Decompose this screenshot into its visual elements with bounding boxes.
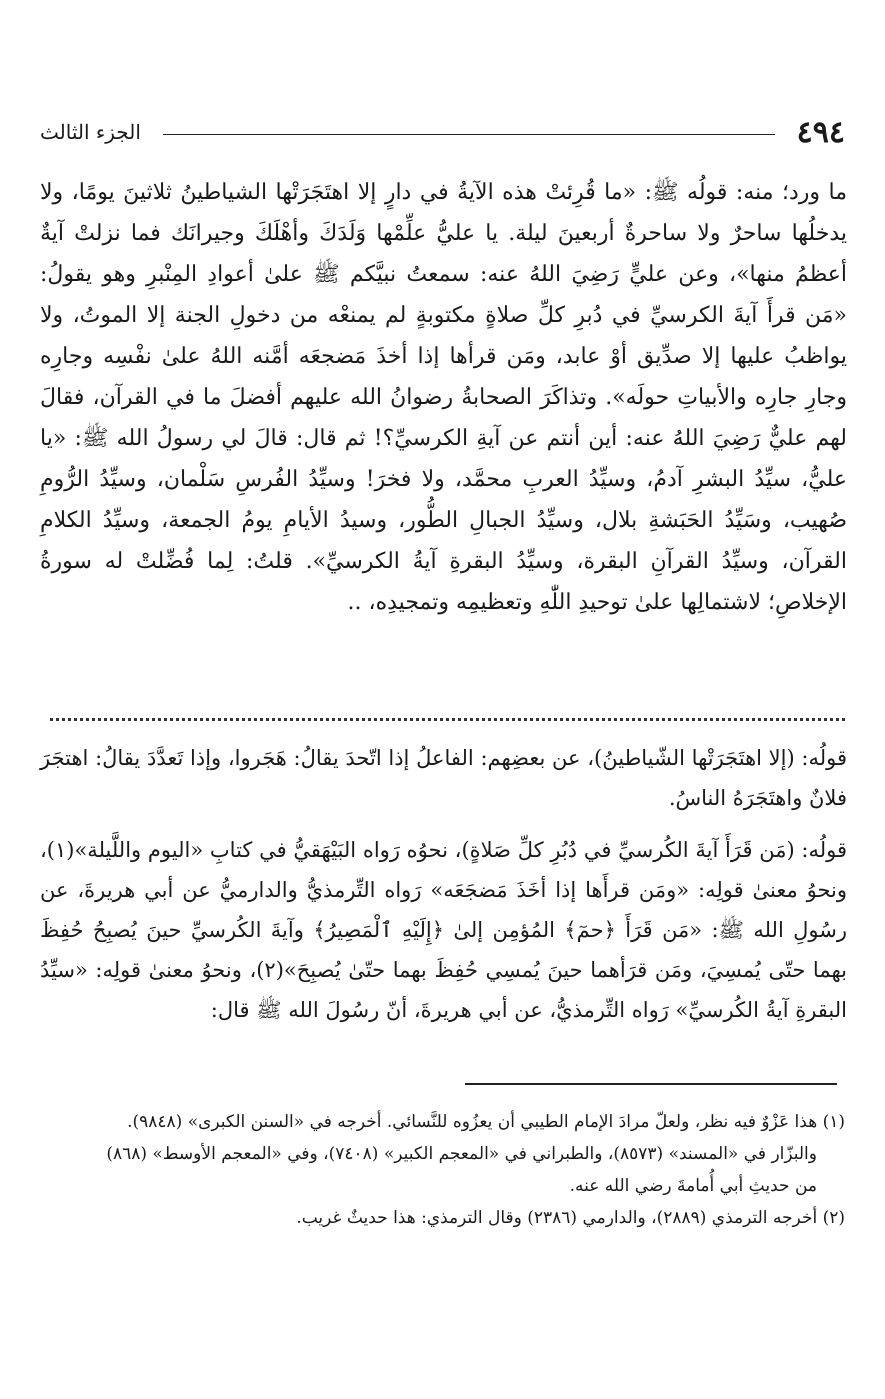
- dotted-separator: [50, 718, 845, 721]
- header-rule: [163, 134, 775, 135]
- footnote-1: (١) هذا عَزْوٌ فيه نظر، ولعلّ مرادَ الإمام الطيبي أن يعزُوه للنَّسائي. أخرجه في «السنن الكبرى» (٩٨٤٨).: [127, 1112, 845, 1132]
- footnote-rule: [465, 1083, 837, 1085]
- footnotes: [40, 1106, 845, 1234]
- running-title: الجزء الثالث: [40, 120, 141, 144]
- main-text: [40, 172, 847, 623]
- footnote-1-continuation: من حديثِ أبي أُمامةَ رضي الله عنه.: [569, 1176, 817, 1196]
- commentary-section: [40, 738, 847, 1042]
- footnote-2: (٢) أخرجه الترمذي (٢٨٨٩)، والدارمي (٢٣٨٦) وقال الترمذي: هذا حديثٌ غريب.: [296, 1208, 845, 1228]
- page-number: ٤٩٤: [796, 114, 845, 150]
- commentary-paragraph: قولُه: (مَن قَرَأَ آيةَ الكُرسيِّ في دُبُرِ كلِّ صَلاةٍ)، نحوُه رَواه البَيْهَقيُّ في كتابِ «اليوم واللَّيلة»(١)، ونحوُ معنىٰ قولِه: «ومَن قرأَها إذا أخَذَ مَضجَعَه» رَواه التِّرمذيُّ والدارميُّ عن أبي هريرةَ، عن رسُولِ الله ﷺ: «مَن قَرَأَ ﴿حمٓ﴾ المُؤمِن إلىٰ ﴿إِلَيْهِ ٱلْمَصِيرُ﴾ وآيةَ الكُرسيِّ حينَ يُصبِحُ حُفِظَ بهما حتّى يُمسِيَ، ومَن قرَأهما حينَ يُمسِي حُفِظَ بهما حتّىٰ يُصبِحَ»(٢)، ونحوُ معنىٰ قولِه: «سيِّدُ البقرةِ آيةُ الكُرسيِّ» رَواه التِّرمذيُّ، عن أبي هريرةَ، أنّ رسُولَ الله ﷺ قال:: [40, 838, 847, 1022]
- commentary-paragraph: قولُه: (إلا اهتَجَرَتْها الشّياطينُ)، عن بعضِهم: الفاعلُ إذا اتّحدَ يقالُ: هَجَروا، وإذا تَعدَّدَ يقالُ: اهتجَرَ فلانٌ واهتَجَرَهُ الناسُ.: [40, 746, 847, 810]
- page-header: [40, 112, 845, 152]
- main-paragraph: ما ورد؛ منه: قولُه ﷺ: «ما قُرِئتْ هذه الآيةُ في دارٍ إلا اهتَجَرَتْها الشياطينُ ثلاثينَ يومًا، ولا يدخلُها ساحرٌ ولا ساحرةٌ أربعينَ ليلة. يا عليُّ علِّمْها وَلَدَكَ وأهْلَكَ وجيرانَك فما نزلتْ آيةٌ أعظمُ منها»، وعن عليٍّ رَضِيَ اللهُ عنه: سمعتُ نبيَّكم ﷺ علىٰ أعوادِ المِنْبرِ وهو يقولُ: «مَن قرأَ آيةَ الكرسيِّ في دُبرِ كلِّ صلاةٍ مكتوبةٍ لم يمنعْه من دخولِ الجنة إلا الموتُ، ولا يواظبُ عليها إلا صدِّيق أوْ عابد، ومَن قرأها إذا أخذَ مَضجعَه أمَّنه اللهُ علىٰ نفْسِه وجارِه وجارِ جارِه والأبياتِ حولَه». وتذاكَرَ الصحابةُ رضوانُ الله عليهم أفضلَ ما في القرآن، فقالَ لهم عليٌّ رَضِيَ اللهُ عنه: أين أنتم عن آيةِ الكرسيِّ؟! ثم قال: قالَ لي رسولُ الله ﷺ: «يا عليُّ، سيِّدُ البشرِ آدمُ، وسيِّدُ العربِ محمَّد، ولا فخرَ! وسيِّدُ الفُرسِ سَلْمان، وسيِّدُ الرُّومِ صُهيب، وسَيِّدُ الحَبَشةِ بلال، وسيِّدُ الجبالِ الطُّور، وسيدُ الأيامِ يومُ الجمعة، وسيِّدُ الكلامِ القرآن، وسيِّدُ القرآنِ البقرة، وسيِّدُ البقرةِ آيةُ الكرسيِّ». قلتُ: لِما فُضِّلتْ له سورةُ الإخلاصِ؛ لاشتمالِها علىٰ توحيدِ اللّٰهِ وتعظيمِه وتمجيدِه، ..: [40, 180, 847, 615]
- footnote-1-continuation: والبزّار في «المسند» (٨٥٧٣)، والطبراني في «المعجم الكبير» (٧٤٠٨)، وفي «المعجم الأوسط» (٨٦٨): [106, 1144, 817, 1164]
